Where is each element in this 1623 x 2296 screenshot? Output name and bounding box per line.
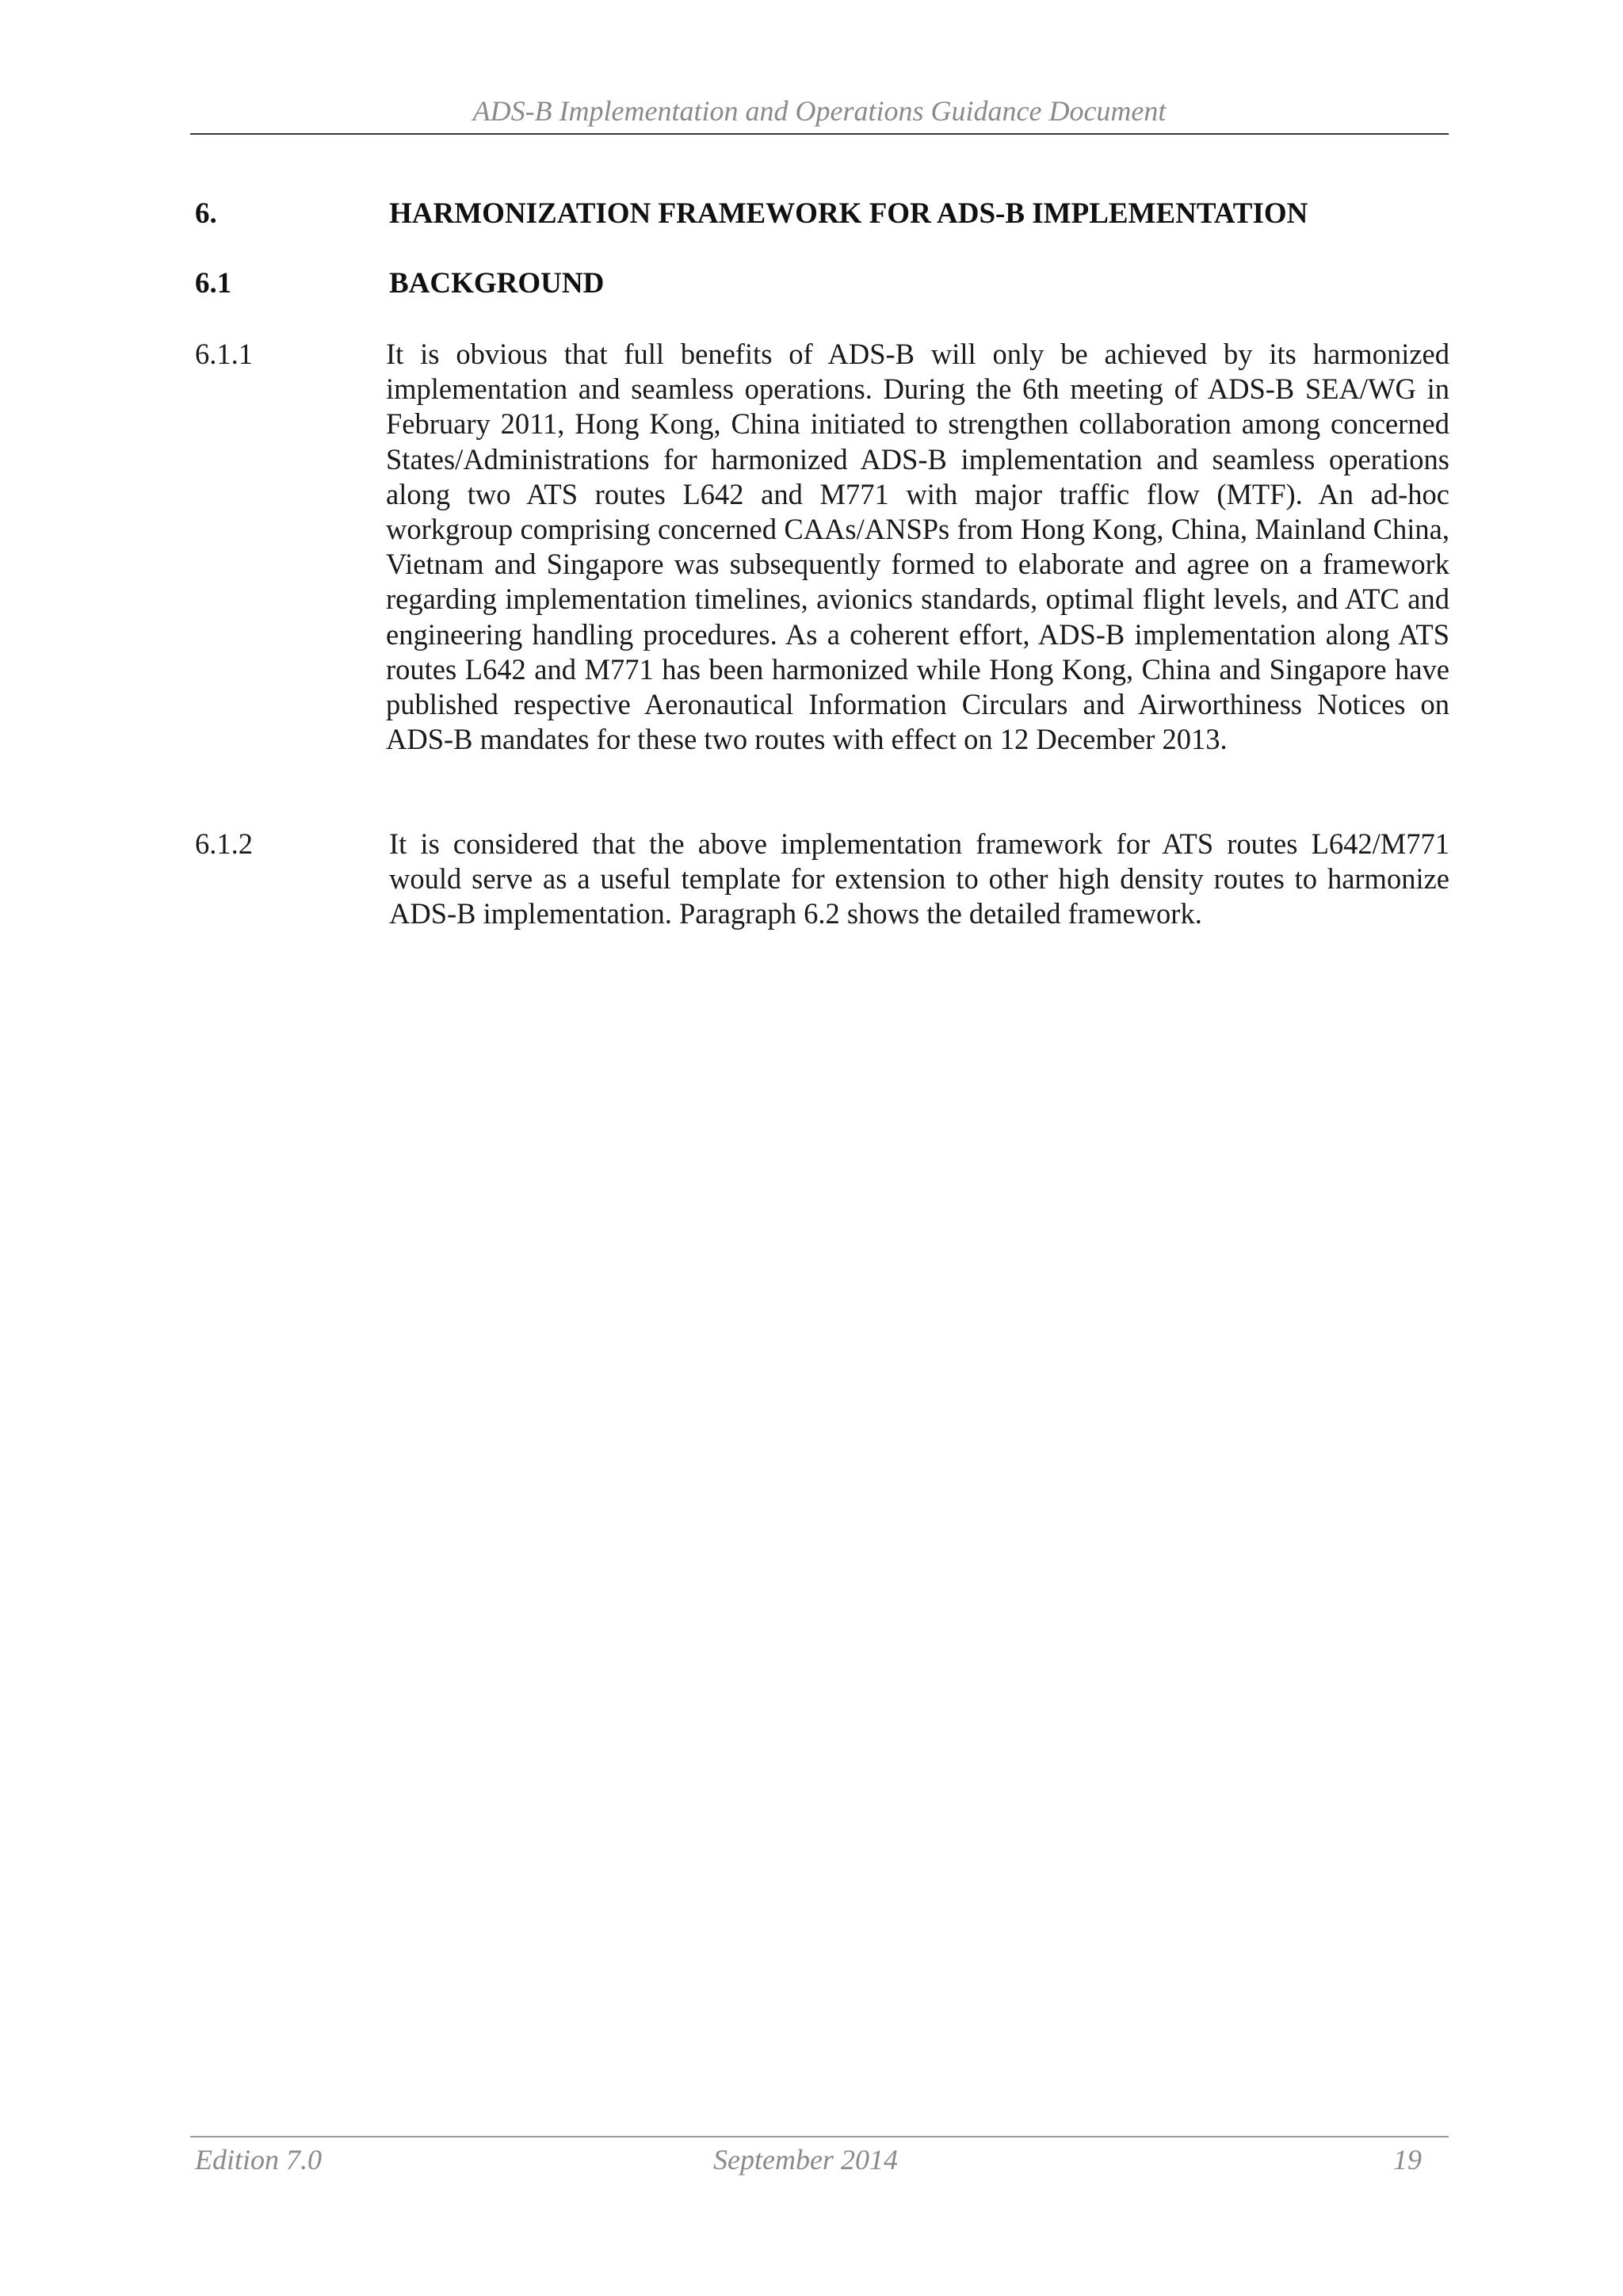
running-header: ADS-B Implementation and Operations Guidance Document [472,95,1167,127]
footer-rule [190,2136,1449,2137]
paragraph-text: It is obvious that full benefits of ADS-B will only be achieved by its harmonized implementation and seamless operations. During the 6th meeting of ADS-B SEA/WG in February 2011, Hong Kong, China initiated to strengthen collaboration among concerned States/Administrations for harmonized ADS-B implementation and seamless operations along two ATS routes L642 and M771 with major traffic flow (MTF). An ad-hoc workgroup comprising concerned CAAs/ANSPs from Hong Kong, China, Mainland China, Vietnam and Singapore was subsequently formed to elaborate and agree on a framework regarding implementation timelines, avionics standards, optimal flight levels, and ATC and engineering handling procedures. As a coherent effort, ADS-B implementation along ATS routes L642 and M771 has been harmonized while Hong Kong, China and Singapore have published respective Aeronautical Information Circulars and Airworthiness Notices on ADS-B mandates for these two routes with effect on 12 December 2013. [386,338,1449,756]
paragraph-text: It is considered that the above implementation framework for ATS routes L642/M771 would serve as a useful template for extension to other high density routes to harmonize ADS-B implementation. Paragraph 6.2 shows the detailed framework. [389,827,1449,930]
footer-date: September 2014 [713,2144,898,2176]
header-rule [190,133,1449,135]
paragraph-number: 6.1.1 [195,338,253,370]
footer-edition: Edition 7.0 [195,2144,322,2176]
subsection-title: BACKGROUND [389,267,605,300]
section-title: HARMONIZATION FRAMEWORK FOR ADS-B IMPLEMENTATION [389,197,1308,230]
section-number: 6. [195,197,217,230]
subsection-number: 6.1 [195,267,232,300]
footer-page-number: 19 [1393,2144,1422,2176]
paragraph-number: 6.1.2 [195,827,253,860]
